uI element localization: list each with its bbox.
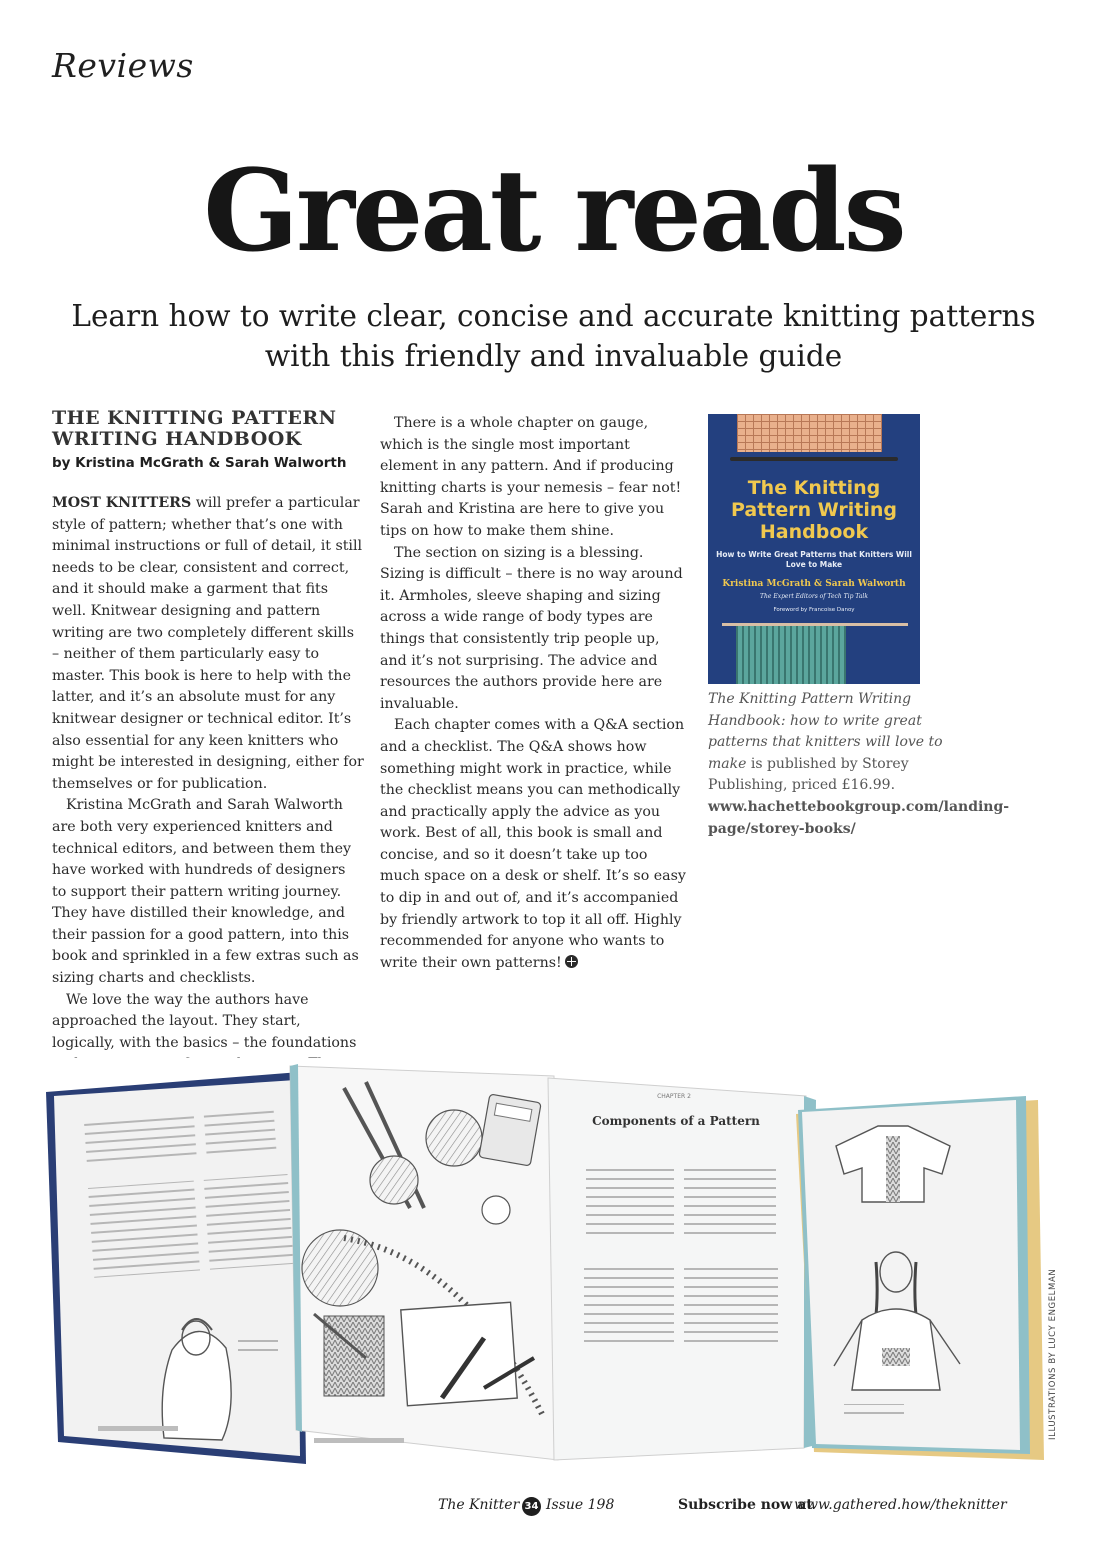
knitting-chart-graphic	[737, 414, 882, 452]
book-cover	[708, 414, 920, 684]
cover-title: The Knitting Pattern Writing Handbook	[730, 477, 898, 543]
caption-book-title: The Knitting Pattern Writing Handbook: how to write great patterns that knitters will love to make	[708, 691, 943, 772]
lead-in: MOST KNITTERS	[52, 495, 192, 511]
book-title: THE KNITTING PATTERN WRITING HANDBOOK	[52, 407, 337, 450]
chapter-title: Components of a Pattern	[592, 1114, 760, 1128]
article-paragraph-1	[52, 493, 364, 795]
caption-url: www.hachettebookgroup.com/landing-page/storey-books/	[708, 798, 1010, 837]
knitted-swatch-graphic	[736, 626, 846, 684]
page-footer	[0, 1497, 1107, 1521]
byline: by Kristina McGrath & Sarah Walworth	[52, 455, 347, 471]
standfirst: Learn how to write clear, concise and accurate knitting patterns with this friendly and invaluable guide	[71, 299, 1036, 373]
left-book	[46, 1072, 306, 1464]
footer-url[interactable]: www.gathered.how/theknitter	[794, 1497, 1007, 1513]
article-paragraph-2: Kristina McGrath and Sarah Walworth are both very experienced knitters and technical editors, and between them they have worked with hundreds of designers to support their pattern writing journey. They have distilled their knowledge, and their passion for a good pattern, into this book and sprinkled in a few extras such as sizing charts and checklists.	[52, 797, 359, 987]
right-book	[796, 1096, 1044, 1460]
article-paragraph-4: There is a whole chapter on gauge, which is the single most important element in any pattern. And if producing knitting charts is your nemesis – fear not! Sarah and Kristina are here to give you tips on how to make them shine.	[380, 415, 682, 539]
center-book	[290, 1064, 816, 1460]
footer-issue: Issue 198	[546, 1497, 615, 1513]
chapter-label: CHAPTER 2	[657, 1093, 691, 1100]
article-paragraph-6	[380, 715, 688, 974]
article-column-1	[52, 408, 364, 1119]
article-column-2	[380, 413, 688, 974]
cover-caption	[708, 689, 1010, 840]
section-label: Reviews	[52, 46, 194, 85]
page-number: 34	[522, 1497, 541, 1516]
cover-authors: Kristina McGrath & Sarah Walworth	[722, 579, 906, 589]
open-books-photo	[44, 1058, 1056, 1484]
article-paragraph-3: We love the way the authors have approached the layout. They start, logically, with the basics – the foundations	[52, 991, 357, 1051]
cover-foreword: Foreword by Francoise Danoy	[773, 607, 855, 613]
article-paragraph-5: The section on sizing is a blessing. Sizing is difficult – there is no way around it. Armholes, sleeve shaping and sizing across a wide range of body types are things that consistently trip people up, and it’s not surprising. The advice and resources the authors provide here are invaluable.	[380, 544, 683, 712]
open-books-illustration	[44, 1058, 1056, 1484]
pencil-graphic	[730, 457, 898, 461]
illustration-credit: ILLUSTRATIONS BY LUCY ENGELMAN	[1048, 1268, 1058, 1440]
paragraph-1-text: will prefer a particular style of pattern; whether that’s one with minimal instructions or full of detail, it still needs to be clear, consistent and correct, and it should make a garment that fits well. Knitwear designing and pattern writing are two completely different skills – neither of them particularly easy to master. This book is here to help with the latter, and it’s an absolute must for any knitwear designer or technical editor. It’s also essential for any keen knitters who might be interested in designing, either for themselves or for publication.	[52, 495, 364, 792]
footer-subscribe: Subscribe now at	[678, 1497, 813, 1513]
end-mark-icon	[565, 955, 578, 968]
caption-publisher: is published by Storey Publishing, priced £16.99.	[708, 755, 909, 794]
cover-editors: The Expert Editors of Tech Tip Talk	[760, 593, 868, 600]
cover-subtitle: How to Write Great Patterns that Knitters Will Love to Make	[716, 550, 912, 569]
page-title: Great reads	[203, 146, 904, 277]
paragraph-6-text: Each chapter comes with a Q&A section and a checklist. The Q&A shows how something might work in practice, while the checklist means you can methodically and practically apply the advice as you work. Best of all, this book is small and concise, and so it doesn’t take up too much space on a desk or shelf. It’s so easy to dip in and out of, and it’s accompanied by friendly artwork to top it all off. Highly recommended for anyone who wants to write their own patterns!	[380, 717, 686, 971]
footer-magazine: The Knitter	[438, 1497, 520, 1513]
